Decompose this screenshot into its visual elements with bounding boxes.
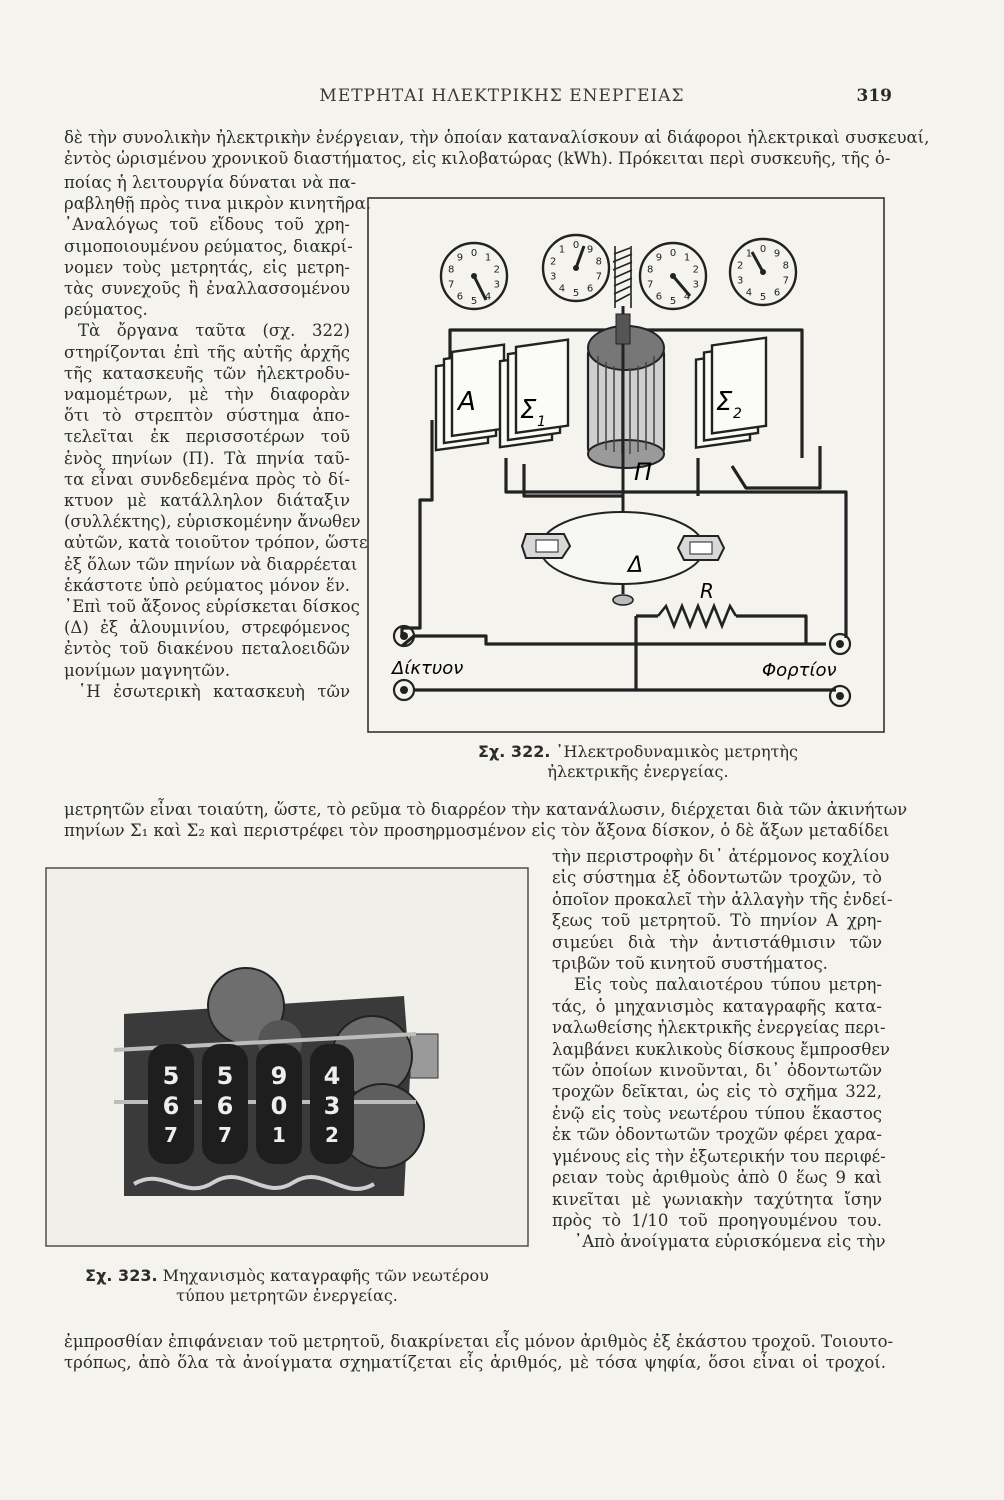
figure-322-caption-line1: ᾿Ηλεκτροδυναμικὸς μετρητὴς [555,742,798,761]
label-load: Φορτίον [762,660,837,681]
wheel-2-digit-1: 5 [216,1062,234,1090]
dial-1-digit: 9 [456,252,464,264]
text-line: αὐτῶν, κατὰ τοιοῦτον τρόπον, ὥστε [64,533,368,553]
wheel-2-digit-3: 7 [218,1123,232,1147]
text-line: ᾿Επὶ τοῦ ἄξονος εὑρίσκεται δίσκος [64,597,360,617]
text-line: κινεῖται μὲ γωνιακὴν ταχύτητα ἴσην [552,1189,882,1209]
dial-1-digit: 7 [448,279,455,291]
label-sigma-1: Σ [520,395,537,425]
dial-3-digit: 3 [692,279,699,291]
figure-323-number: Σχ. 323. [85,1266,158,1285]
wheel-4-digit-2: 3 [323,1092,341,1120]
left-column-text [64,172,371,702]
label-D: Δ [628,553,644,578]
text-line: ἐξ ὅλων τῶν πηνίων νὰ διαρρέεται [64,554,358,574]
text-line: ἑνὸς πηνίων (Π). Τὰ πηνία ταῦ- [64,448,350,468]
label-network: Δίκτυον [392,658,464,679]
closing-paragraph [64,1332,894,1374]
text-line: στηρίζονται ἐπὶ τῆς αὐτῆς ἀρχῆς [64,342,350,362]
text-line: τάς, ὁ μηχανισμὸς καταγραφῆς κατα- [552,996,882,1016]
dial-2-digit: 3 [550,271,557,283]
counter-wheel-3 [256,1044,302,1164]
dial-2-digit: 2 [550,256,557,268]
dial-4-digit: 2 [737,260,744,272]
figure-322-diagram [366,196,886,736]
dial-4-digit: 4 [745,287,753,299]
label-sigma-1-sub: 1 [537,414,546,430]
label-P: Π [634,458,653,486]
figure-323-caption [44,1266,530,1306]
text-line: μονίμων μαγνητῶν. [64,660,231,680]
dial-1-digit: 0 [470,248,478,259]
label-A: A [458,387,476,417]
terminal-load-top [830,634,850,654]
text-line: τα εἶναι συνδεδεμένα πρὸς τὸ δί- [64,469,350,489]
dial-3-digit: 6 [655,291,663,303]
text-line: πηνίων Σ₁ καὶ Σ₂ καὶ περιστρέφει τὸν προσηρμοσμένον εἰς τὸν ἄξονα δίσκον, ὁ δὲ ἄξων μεταδίδει [64,820,890,840]
text-line: κτυον μὲ κατάλληλον διάταξιν [64,491,350,511]
text-line: σιμοποιουμένου ρεύματος, διακρί- [64,236,353,256]
terminal-load-bottom [830,686,850,706]
wheel-1-digit-3: 7 [164,1123,178,1147]
text-line: ᾿Απὸ ἀνοίγματα εὑρισκόμενα εἰς τὴν [574,1232,886,1252]
terminal-network-bottom [394,680,414,700]
text-line: ὅτι τὸ στρεπτὸν σύστημα ἀπο- [64,406,350,426]
text-line: ρεύματος. [64,300,148,320]
shaft-bearing [613,595,633,605]
dial-2-digit: 0 [572,240,580,251]
text-line: ἐκ τῶν ὀδοντωτῶν τροχῶν φέρει χαρα- [552,1125,882,1145]
text-line: τῶν ὁποίων κινοῦνται, δι᾿ ὀδοντωτῶν [552,1061,882,1081]
wheel-4-digit-3: 2 [325,1123,339,1147]
dial-2-digit: 9 [586,244,594,256]
figure-322-caption [418,742,858,782]
wheel-1-digit-2: 6 [162,1092,180,1120]
text-line: ναμομέτρων, μὲ τὴν διαφορὰν [64,385,350,405]
text-line: τριβῶν τοῦ κινητοῦ συστήματος. [552,954,828,974]
text-line: ξεως τοῦ μετρητοῦ. Τὸ πηνίον Α χρη- [552,911,882,931]
counter-wheel-4 [310,1044,354,1164]
text-line: (Δ) ἐξ ἀλουμινίου, στρεφόμενος [64,618,350,638]
text-line: μετρητῶν εἶναι τοιαύτη, ὥστε, τὸ ρεῦμα τὸ διαρρέον τὴν κατανάλωσιν, διέρχεται διὰ τῶν ἀκινήτων [64,800,908,819]
dial-4-digit: 8 [782,260,789,272]
dial-4-digit: 6 [773,287,781,299]
text-line: τρόπως, ἀπὸ ὅλα τὰ ἀνοίγματα σχηματίζεται εἷς ἀριθμός, μὲ τόσα ψηφία, ὅσοι εἶναι οἱ τροχοί. [64,1352,886,1372]
dial-4-digit: 5 [759,292,767,303]
wheel-1-digit-1: 5 [162,1062,180,1090]
wheel-4-digit-1: 4 [323,1062,341,1090]
dial-1-digit: 6 [456,291,464,303]
label-sigma-2-sub: 2 [733,406,742,422]
mounting-plate [410,1034,438,1078]
dial-2-digit: 5 [572,288,580,299]
label-R: R [700,579,714,603]
text-line: (συλλέκτης), εὑρισκομένην ἄνωθεν [64,512,361,532]
figure-322-caption-line2: ἠλεκτρικῆς ἐνεργείας. [547,762,729,781]
label-sigma-2: Σ [716,387,733,417]
dial-3-digit: 7 [647,279,654,291]
wheel-3-digit-3: 1 [272,1123,286,1147]
text-line: Τὰ ὄργανα ταῦτα (σχ. 322) [78,321,350,341]
mid-paragraph [64,800,908,842]
dial-3-digit: 9 [655,252,663,264]
coil-sigma-1 [500,340,568,448]
dial-2-digit: 8 [595,256,602,268]
figure-323-caption-line2: τύπου μετρητῶν ἐνεργείας. [176,1286,398,1305]
text-line: ὁποῖον προκαλεῖ τὴν ἀλλαγὴν τῆς ἐνδεί- [552,889,893,909]
worm-screw [613,246,632,308]
magnet-right [678,536,724,560]
armature-coils [588,326,664,468]
counter-wheel-1 [148,1044,194,1164]
text-line: σιμεύει διὰ τὴν ἀντιστάθμισιν τῶν [552,932,882,952]
dial-3-digit: 0 [669,248,677,259]
text-line: τελεῖται ἐκ περισσοτέρων τοῦ [64,427,350,447]
dial-3-digit: 1 [683,252,691,264]
magnet-left [522,534,570,558]
wheel-2-digit-2: 6 [216,1092,234,1120]
wheel-3-digit-1: 9 [270,1062,288,1090]
text-line: εἰς σύστημα ἐξ ὀδοντωτῶν τροχῶν, τὸ [552,868,882,888]
text-line: ἑκάστοτε ὑπὸ ρεύματος μόνον ἕν. [64,575,350,595]
dial-2-digit: 7 [595,271,602,283]
text-line: δὲ τὴν συνολικὴν ἠλεκτρικὴν ἐνέργειαν, τὴν ὁποίαν καταναλίσκουν αἱ διάφοροι ἠλεκτρικαὶ συσκευαί, [64,128,930,147]
dial-1-digit: 1 [484,252,492,264]
dial-4-digit: 0 [759,244,767,255]
text-line: πρὸς τὸ 1/10 τοῦ προηγουμένου του. [552,1210,882,1230]
text-line: τὴν περιστροφὴν δι᾿ ἀτέρμονος κοχλίου [552,847,890,866]
text-line: τὰς συνεχοῦς ἢ ἐναλλασσομένου [64,279,350,299]
text-line: νομεν τοὺς μετρητάς, εἰς μετρη- [64,257,350,277]
dial-1-digit: 8 [448,264,455,276]
dial-1-digit: 3 [493,279,500,291]
intro-paragraph [64,128,930,170]
dial-2-digit: 4 [558,283,566,295]
text-line: ναλωθείσης ἠλεκτρικῆς ἐνεργείας περι- [552,1018,886,1038]
dial-4-digit: 1 [745,248,753,260]
text-line: ᾿Αναλόγως τοῦ εἴδους τοῦ χρη- [64,215,350,235]
dial-1-digit: 2 [493,264,500,276]
wheel-3-digit-2: 0 [270,1092,288,1120]
text-line: Εἰς τοὺς παλαιοτέρου τύπου μετρη- [574,975,882,995]
text-line: λαμβάνει κυκλικοὺς δίσκους ἔμπροσθεν [552,1039,890,1059]
text-line: ἐνῷ εἰς τοὺς νεωτέρου τύπου ἕκαστος [552,1103,882,1123]
dial-4-digit: 7 [782,275,789,287]
right-column-text [552,846,893,1253]
running-header: ΜΕΤΡΗΤΑΙ ΗΛΕΚΤΡΙΚΗΣ ΕΝΕΡΓΕΙΑΣ [319,86,685,106]
dial-1-digit: 5 [470,296,478,307]
dial-3-digit: 8 [647,264,654,276]
dial-3-digit: 2 [692,264,699,276]
dial-1-digit: 4 [484,291,492,303]
text-line: ρειαν τοὺς ἀριθμοὺς ἀπὸ 0 ἕως 9 καὶ [552,1168,882,1188]
page-number: 319 [856,86,892,106]
text-line: τροχῶν δεῖκται, ὡς εἰς τὸ σχῆμα 322, [552,1082,882,1102]
text-line: τῆς κατασκευῆς τῶν ἠλεκτροδυ- [64,363,350,383]
dial-2-digit: 6 [586,283,594,295]
text-line: γμένους εἰς τὴν ἐξωτερικήν του περιφέ- [552,1146,886,1166]
resistor-R [658,606,736,626]
dial-3-digit: 5 [669,296,677,307]
counter-wheel-2 [202,1044,248,1164]
text-line: ἐντὸς ὡρισμένου χρονικοῦ διαστήματος, εἰς κιλοβατώρας (kWh). Πρόκειται περὶ συσκευῆς, τῆς ὁ- [64,148,891,168]
figure-323-caption-line1: Μηχανισμὸς καταγραφῆς τῶν νεωτέρου [162,1266,489,1285]
text-line: ῾Η ἐσωτερικὴ κατασκευὴ τῶν [78,681,350,701]
dial-4-digit: 3 [737,275,744,287]
figure-323-photo [44,866,530,1248]
text-line: ἐντὸς τοῦ διακένου πεταλοειδῶν [64,639,350,659]
dial-3-digit: 4 [683,291,691,303]
text-line: ραβληθῇ πρὸς τινα μικρὸν κινητῆρα. [64,194,371,214]
commutator [616,314,630,344]
dial-2-digit: 1 [558,244,566,256]
text-line: ἐμπροσθίαν ἐπιφάνειαν τοῦ μετρητοῦ, διακρίνεται εἷς μόνον ἀριθμὸς ἐξ ἑκάστου τροχοῦ. Τοιουτο- [64,1332,894,1351]
text-line: ποίας ἡ λειτουργία δύναται νὰ πα- [64,173,357,192]
figure-322-number: Σχ. 322. [478,742,551,761]
dial-4-digit: 9 [773,248,781,260]
